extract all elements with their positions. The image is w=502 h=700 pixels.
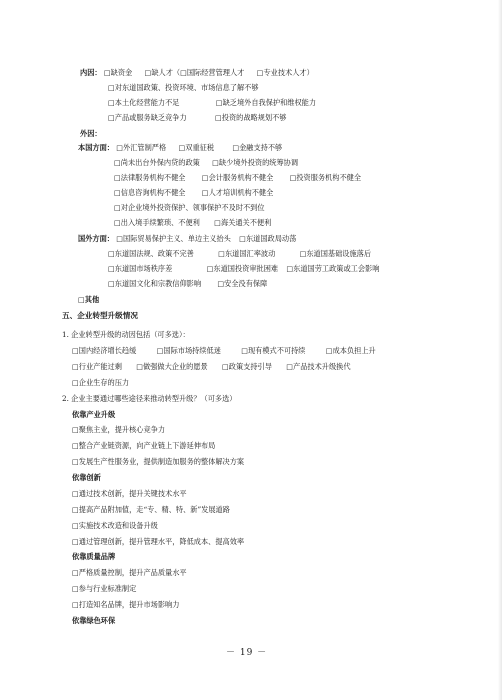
option-row <box>108 83 259 92</box>
checkbox-option[interactable]: □参与行业标准制定 <box>72 584 137 593</box>
option-row <box>72 521 158 530</box>
checkbox-option[interactable]: □出入境手续繁琐、不便利 <box>114 218 200 227</box>
checkbox-option[interactable]: □对东道国政策、投资环境、市场信息了解不够 <box>108 83 259 92</box>
checkbox-option[interactable]: □尚未出台外保内贷的政策 <box>114 158 200 167</box>
checkbox-option[interactable]: □安全没有保障 <box>217 279 268 288</box>
checkbox-option[interactable]: □东道国政局动荡 <box>239 234 297 243</box>
checkbox-option[interactable]: □做强做大企业的愿景 <box>136 362 208 371</box>
checkbox-option[interactable]: □信息咨询机构不健全 <box>114 188 186 197</box>
option-row <box>108 249 371 258</box>
checkbox-option[interactable]: □成本负担上升 <box>325 346 376 355</box>
checkbox-option[interactable]: □外汇管制严格 <box>116 143 167 152</box>
checkbox-option[interactable]: □专业技术人才） <box>256 68 314 77</box>
option-row <box>108 113 286 122</box>
checkbox-option[interactable]: □东道国汇率波动 <box>218 249 276 258</box>
option-row <box>108 98 316 107</box>
option-row <box>72 457 244 466</box>
option-row <box>72 489 187 498</box>
checkbox-option[interactable]: □对企业境外投资保护、领事保护不及时不到位 <box>114 203 265 212</box>
checkbox-option[interactable]: □海关通关不便利 <box>214 218 272 227</box>
row-label: 国外方面： <box>78 234 114 243</box>
checkbox-option[interactable]: □东道国基础设施落后 <box>299 249 372 258</box>
question-text: 1. 企业转型升级的动因包括（可多选）： <box>62 330 190 339</box>
question-text: 2. 企业主要通过哪些途径来推动转型升级？（可多选） <box>62 394 237 403</box>
subheading: 依靠质量品牌 <box>72 552 116 561</box>
checkbox-option[interactable]: □实施技术改造和设备升级 <box>72 521 158 530</box>
option-row <box>72 537 244 546</box>
checkbox-option[interactable]: □产品技术升级换代 <box>286 362 351 371</box>
checkbox-option-other[interactable]: □其他 <box>78 295 100 304</box>
option-row <box>114 188 273 197</box>
option-row <box>108 264 379 273</box>
checkbox-option[interactable]: □聚焦主业，提升核心竞争力 <box>72 425 166 434</box>
checkbox-option[interactable]: □东道国投资审批困难 <box>206 264 279 273</box>
option-row <box>72 441 215 450</box>
option-row <box>114 173 361 182</box>
subheading: 依靠绿色环保 <box>72 616 116 625</box>
option-row <box>114 158 298 167</box>
checkbox-option[interactable]: □发展生产性服务业，提供制造加服务的整体解决方案 <box>72 457 245 466</box>
checkbox-option[interactable]: □投资的战略规划不够 <box>214 113 287 122</box>
checkbox-option[interactable]: □产品或服务缺乏竞争力 <box>108 113 187 122</box>
checkbox-option[interactable]: □整合产业链资源，向产业链上下游延伸布局 <box>72 441 216 450</box>
checkbox-option[interactable]: □东道国法规、政策不完善 <box>108 249 194 258</box>
checkbox-option[interactable]: □东道国市场秩序差 <box>108 264 173 273</box>
option-row <box>114 218 271 227</box>
checkbox-option[interactable]: □政策支持引导 <box>222 362 272 371</box>
checkbox-option[interactable]: □企业生存的压力 <box>72 378 130 387</box>
checkbox-option[interactable]: □现有模式不可持续 <box>241 346 306 355</box>
internal-reasons-row <box>80 68 314 77</box>
row-label: 本国方面： <box>78 143 114 152</box>
section-heading: 五、企业转型升级情况 <box>62 311 138 320</box>
checkbox-option[interactable]: □本土化经营能力不足 <box>108 98 180 107</box>
option-row <box>72 346 376 355</box>
checkbox-option[interactable]: □严格质量控制，提升产品质量水平 <box>72 568 187 577</box>
checkbox-option[interactable]: □金融支持不够 <box>232 143 283 152</box>
checkbox-option[interactable]: □会计服务机构不健全 <box>201 173 274 182</box>
subheading: 依靠创新 <box>72 473 101 482</box>
option-row <box>72 425 165 434</box>
checkbox-option[interactable]: □通过管理创新，提升管理水平，降低成本、提高效率 <box>72 537 245 546</box>
checkbox-option[interactable]: □缺乏境外自我保护和维权能力 <box>215 98 317 107</box>
option-row <box>72 505 230 514</box>
option-row <box>72 568 187 577</box>
checkbox-option[interactable]: □行业产能过剩 <box>72 362 122 371</box>
foreign-row <box>78 234 296 243</box>
option-row <box>72 584 136 593</box>
checkbox-option[interactable]: □人才培训机构不健全 <box>201 188 274 197</box>
option-row <box>72 362 351 371</box>
checkbox-option[interactable]: □提高产品附加值，走“专、精、特、新”发展道路 <box>72 505 230 514</box>
page-number: － 19 － <box>226 648 268 658</box>
option-row <box>108 279 267 288</box>
checkbox-option[interactable]: □缺少境外投资的统筹协调 <box>212 158 299 167</box>
checkbox-option[interactable]: □东道国劳工政策或工会影响 <box>286 264 380 273</box>
option-row <box>72 378 129 387</box>
option-row <box>72 600 179 609</box>
home-country-row <box>78 143 282 152</box>
checkbox-option[interactable]: □缺人才（□国际经营管理人才 <box>144 68 245 77</box>
option-row <box>78 295 99 304</box>
checkbox-option[interactable]: □东道国文化和宗教信仰影响 <box>108 279 202 288</box>
checkbox-option[interactable]: □打造知名品牌，提升市场影响力 <box>72 600 180 609</box>
checkbox-option[interactable]: □双重征税 <box>178 143 215 152</box>
checkbox-option[interactable]: □法律服务机构不健全 <box>114 173 186 182</box>
checkbox-option[interactable]: □通过技术创新，提升关键技术水平 <box>72 489 187 498</box>
option-row <box>114 203 265 212</box>
checkbox-option[interactable]: □投资服务机构不健全 <box>289 173 362 182</box>
checkbox-option[interactable]: □国际市场持续低迷 <box>156 346 221 355</box>
external-reasons-heading: 外因： <box>80 129 102 138</box>
checkbox-option[interactable]: □国际贸易保护主义、单边主义抬头 <box>116 234 231 243</box>
scan-edge-shadow <box>498 0 502 700</box>
row-label: 内因： <box>80 68 102 77</box>
checkbox-option[interactable]: □缺资金 <box>103 68 133 77</box>
subheading: 依靠产业升级 <box>72 410 116 419</box>
checkbox-option[interactable]: □国内经济增长趋缓 <box>72 346 137 355</box>
